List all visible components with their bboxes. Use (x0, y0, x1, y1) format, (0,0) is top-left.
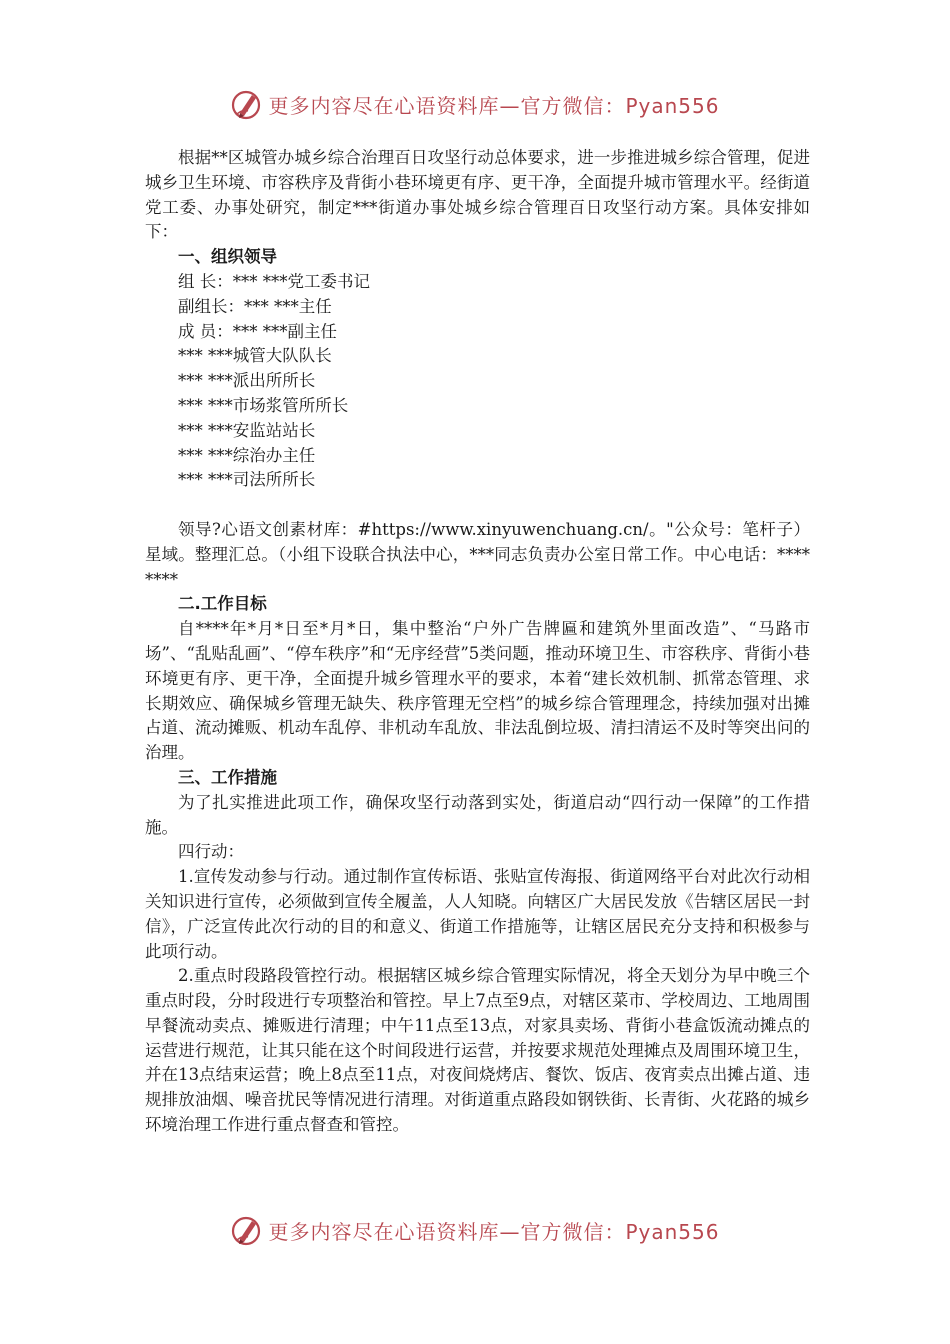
member-line: *** ***市场浆管所所长 (178, 395, 349, 415)
member-line: *** ***派出所所长 (178, 371, 316, 391)
document-body (145, 146, 810, 1138)
section-heading-goals: 二.工作目标 (178, 594, 267, 614)
pen-logo-icon (230, 87, 264, 121)
member-line: *** ***安监站站长 (178, 420, 316, 440)
section-heading-organization: 一、组织领导 (178, 247, 277, 267)
intro-paragraph: 根据**区城管办城乡综合治理百日攻坚行动总体要求，进一步推进城乡综合管理，促进城乡卫生环境、市容秩序及背街小巷环境更有序、更干净，全面提升城市管理水平。经街道党工委、办事处研究，制定***街道办事处城乡综合管理百日攻坚行动方案。具体安排如下： (145, 148, 810, 242)
four-actions-label: 四行动： (178, 842, 244, 862)
section-heading-measures: 三、工作措施 (178, 767, 277, 787)
member-line: 组 长：*** ***党工委书记 (178, 271, 370, 291)
banner-text: 更多内容尽在心语资料库—官方微信：Pyan556 (268, 93, 720, 118)
leader-note-paragraph: 领导?心语文创素材库：#https://www.xinyuwenchuang.cn/。"公众号：笔杆子）星域。整理汇总。（小组下设联合执法中心，***同志负责办公室日常工作。中心电话：******** (145, 519, 810, 589)
member-line: *** ***城管大队队长 (178, 346, 332, 366)
member-line: *** ***司法所所长 (178, 470, 316, 490)
action-1-paragraph: 1.宣传发动参与行动。通过制作宣传标语、张贴宣传海报、街道网络平台对此次行动相关知识进行宣传，必须做到宣传全履盖，人人知晓。向辖区广大居民发放《告辖区居民一封信》，广泛宣传此次行动的目的和意义、街道工作措施等，让辖区居民充分支持和积极参与此项行动。 (145, 867, 810, 961)
action-2-paragraph: 2.重点时段路段管控行动。根据辖区城乡综合管理实际情况，将全天划分为早中晚三个重点时段，分时段进行专项整治和管控。早上7点至9点，对辖区菜市、学校周边、工地周围早餐流动卖点、摊贩进行清理；中午11点至13点，对家具卖场、背街小巷盒饭流动摊点的运营进行规范，让其只能在这个时间段进行运营，并按要求规范处理摊点及周围环境卫生，并在13点结束运营；晚上8点至11点，对夜间烧烤店、餐饮、饭店、夜宵卖点出摊占道、违规排放油烟、噪音扰民等情况进行清理。对街道重点路段如钢铁街、长青街、火花路的城乡环境治理工作进行重点督查和管控。 (145, 966, 810, 1135)
banner-text: 更多内容尽在心语资料库—官方微信：Pyan556 (268, 1219, 720, 1244)
member-line: *** ***综治办主任 (178, 445, 316, 465)
header-banner (0, 84, 950, 124)
footer-banner (0, 1210, 950, 1250)
blank-line (145, 493, 810, 518)
pen-logo-icon (230, 1213, 264, 1247)
goal-paragraph: 自****年*月*日至*月*日，集中整治“户外广告牌匾和建筑外里面改造”、“马路市场”、“乱贴乱画”、“停车秩序”和“无序经营”5类问题，推动环境卫生、市容秩序、背街小巷环境更有序、更干净，全面提升城乡管理水平的要求，本着“建长效机制、抓常态管理、求长期效应、确保城乡管理无缺失、秩序管理无空档”的城乡综合管理理念，持续加强对出摊占道、流动摊贩、机动车乱停、非机动车乱放、非法乱倒垃圾、清扫清运不及时等突出问的治理。 (145, 619, 810, 763)
member-line: 成 员：*** ***副主任 (178, 321, 337, 341)
member-line: 副组长：*** ***主任 (178, 296, 332, 316)
measures-intro-paragraph: 为了扎实推进此项工作，确保攻坚行动落到实处，街道启动“四行动一保障”的工作措施。 (145, 792, 810, 837)
